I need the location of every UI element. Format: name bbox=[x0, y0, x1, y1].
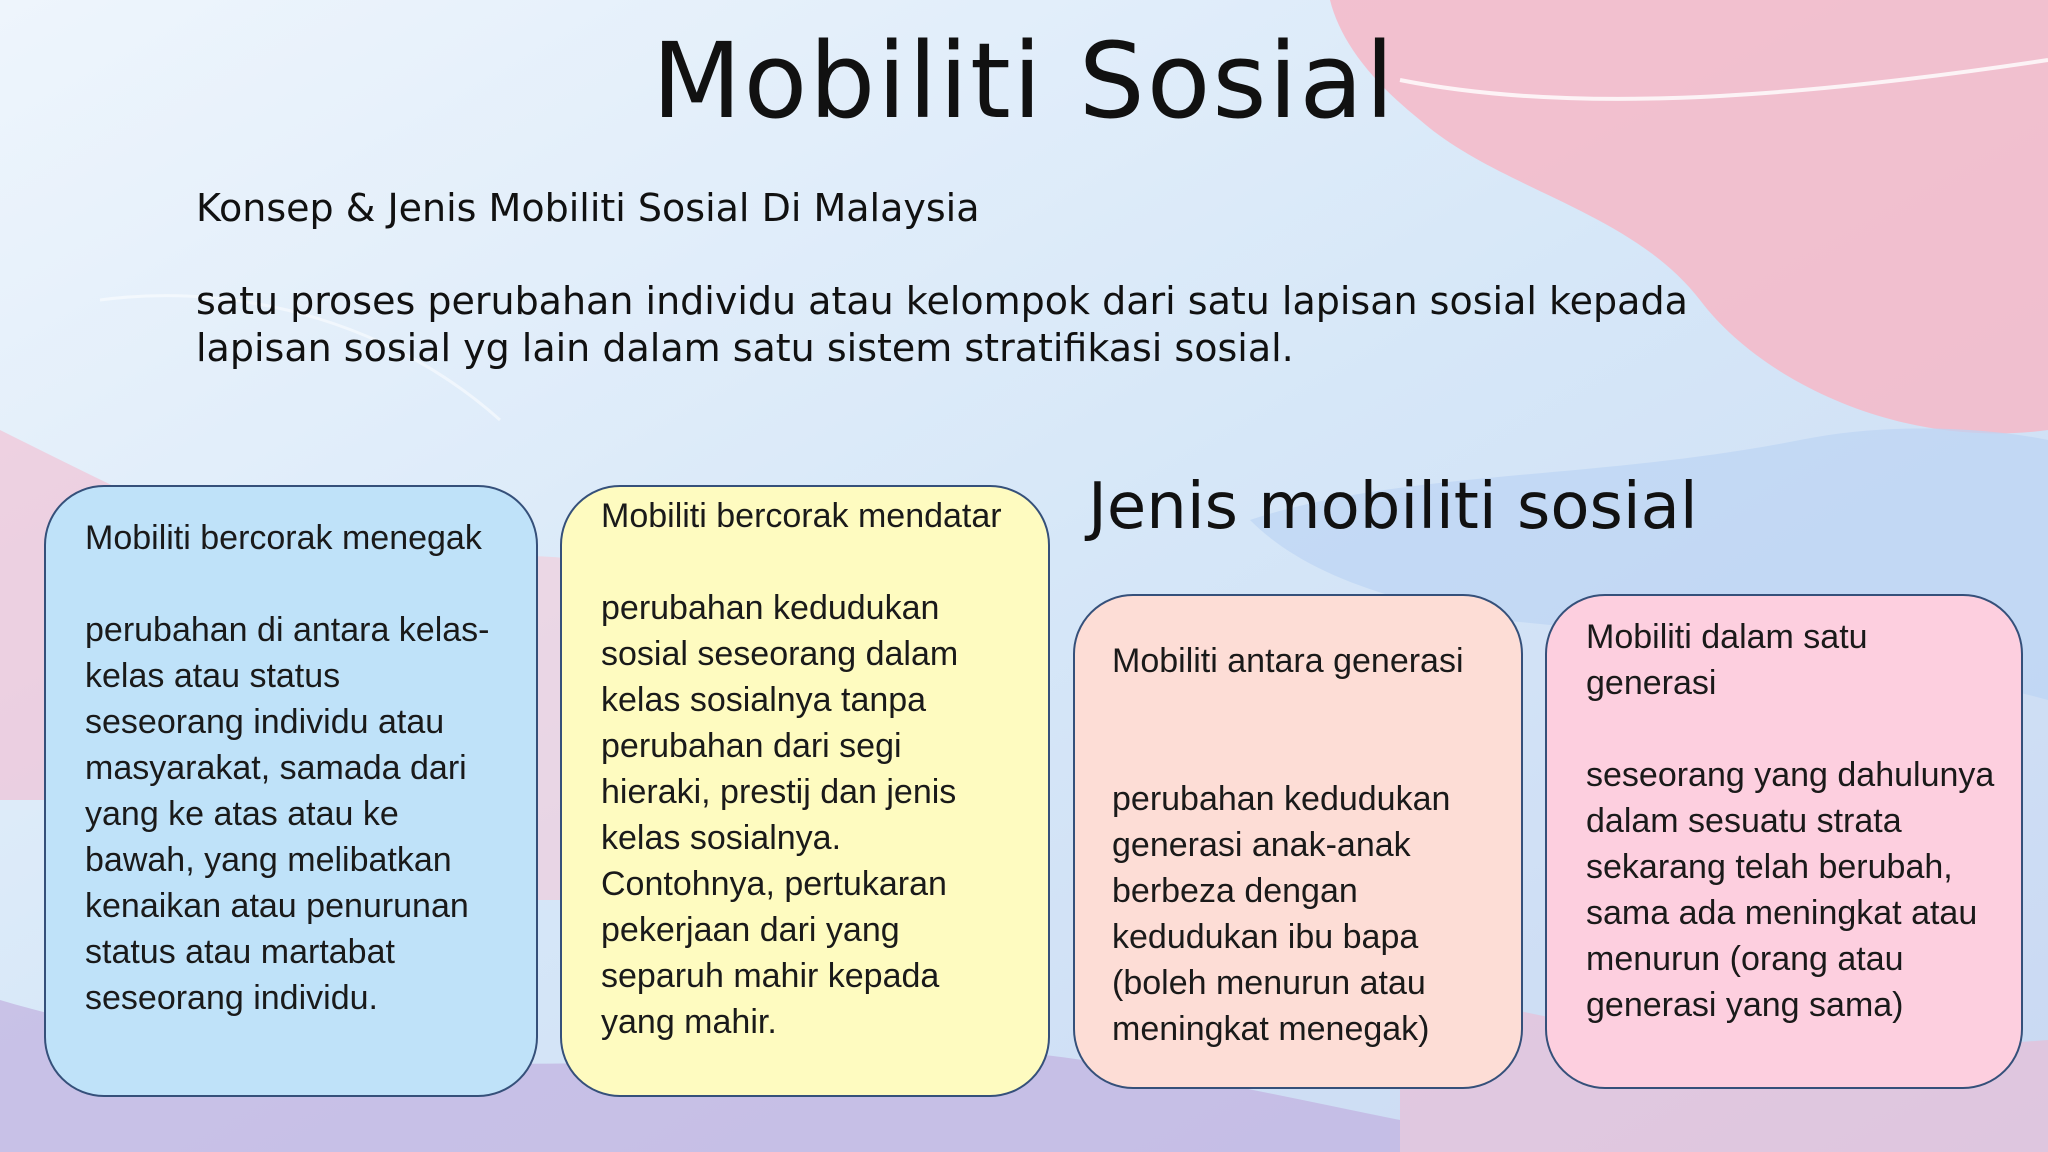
card-mobiliti-antara-generasi bbox=[1073, 594, 1523, 1089]
slide-subtitle: Konsep & Jenis Mobiliti Sosial Di Malaysia bbox=[196, 186, 980, 230]
card-body: perubahan kedudukan sosial seseorang dalam kelas sosialnya tanpa perubahan dari segi hieraki, prestij dan jenis kelas sosialnya. Contohnya, pertukaran pekerjaan dari yang separuh mahir kepada yang mahir. bbox=[601, 589, 959, 1041]
slide-title: Mobiliti Sosial bbox=[651, 20, 1397, 142]
card-title: Mobiliti bercorak menegak bbox=[85, 519, 482, 557]
card-title: Mobiliti bercorak mendatar bbox=[601, 497, 1002, 535]
card-body: seseorang yang dahulunya dalam sesuatu strata sekarang telah berubah, sama ada meningkat atau menurun (orang atau generasi yang sama) bbox=[1586, 756, 1995, 1024]
card-body: perubahan di antara kelas-kelas atau status seseorang individu atau masyarakat, samada dari yang ke atas atau ke bawah, yang melibatkan kenaikan atau penurunan status atau martabat seseorang individu. bbox=[85, 611, 490, 1017]
section-heading: Jenis mobiliti sosial bbox=[1088, 470, 1698, 544]
card-mobiliti-menegak bbox=[44, 485, 538, 1097]
definition-text: satu proses perubahan individu atau kelompok dari satu lapisan sosial kepada lapisan sosial yg lain dalam satu sistem stratifikasi sosial. bbox=[196, 279, 1688, 370]
card-mobiliti-dalam-satu-generasi bbox=[1545, 594, 2023, 1089]
card-body: perubahan kedudukan generasi anak-anak berbeza dengan kedudukan ibu bapa (boleh menurun atau meningkat menegak) bbox=[1112, 780, 1451, 1048]
card-title: Mobiliti antara generasi bbox=[1112, 642, 1464, 680]
card-mobiliti-mendatar bbox=[560, 485, 1050, 1097]
card-title: Mobiliti dalam satu generasi bbox=[1586, 618, 1868, 702]
